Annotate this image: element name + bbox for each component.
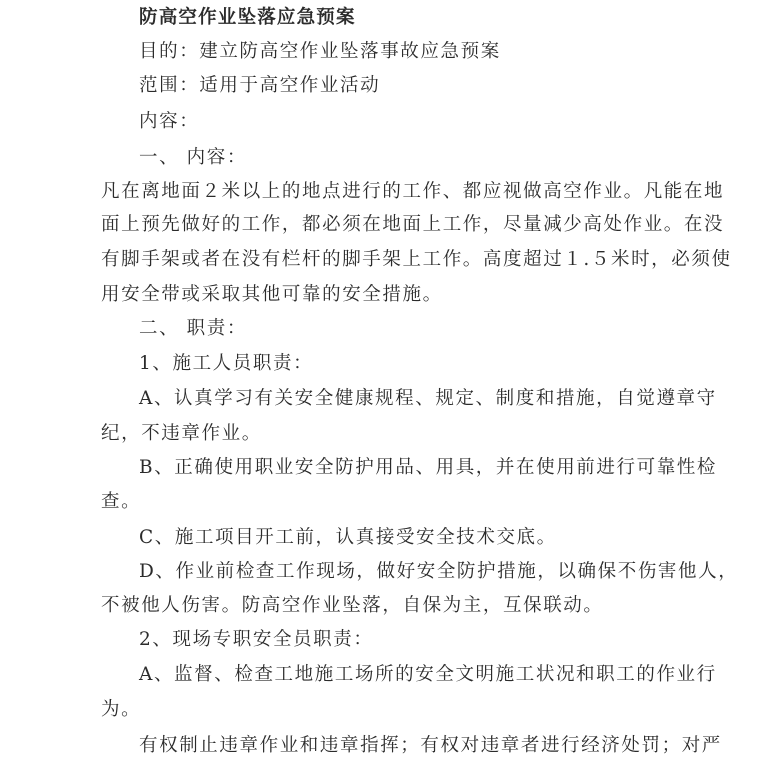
list-item-a-cont: 为。 <box>101 699 142 720</box>
list-item-d: D、作业前检查工作现场，做好安全防护措施，以确保不伤害他人， <box>139 561 739 582</box>
list-item-a: A、认真学习有关安全健康规程、规定、制度和措施，自觉遵章守 <box>139 388 717 409</box>
paragraph-line: 凡在离地面２米以上的地点进行的工作、都应视做高空作业。凡能在地 <box>101 181 725 202</box>
scope-line: 范围：适用于高空作业活动 <box>139 75 381 96</box>
list-item-b-cont: 查。 <box>101 491 142 512</box>
paragraph-line: 有脚手架或者在没有栏杆的脚手架上工作。高度超过１.５米时，必须使 <box>101 249 732 270</box>
list-item-d-cont: 不被他人伤害。防高空作业坠落，自保为主，互保联动。 <box>101 595 604 616</box>
paragraph-line: 有权制止违章作业和违章指挥；有权对违章者进行经济处罚；对严 <box>139 735 722 756</box>
section-heading-content: 一、 内容： <box>139 147 247 168</box>
list-item-a-cont: 纪，不违章作业。 <box>101 423 262 444</box>
document-title: 防高空作业坠落应急预案 <box>139 7 356 28</box>
section-heading-duties: 二、 职责： <box>139 318 247 339</box>
list-item-b: B、正确使用职业安全防护用品、用具，并在使用前进行可靠性检 <box>139 457 717 478</box>
subsection-heading: 1、施工人员职责： <box>139 353 314 374</box>
content-label: 内容： <box>139 111 200 132</box>
purpose-line: 目的：建立防高空作业坠落事故应急预案 <box>139 41 501 62</box>
subsection-heading: 2、现场专职安全员职责： <box>139 629 374 650</box>
list-item-c: C、施工项目开工前，认真接受安全技术交底。 <box>139 527 557 548</box>
paragraph-line: 用安全带或采取其他可靠的安全措施。 <box>101 284 443 305</box>
list-item-a: A、监督、检查工地施工场所的安全文明施工状况和职工的作业行 <box>139 664 717 685</box>
paragraph-line: 面上预先做好的工作，都必须在地面上工作，尽量减少高处作业。在没 <box>101 214 725 235</box>
